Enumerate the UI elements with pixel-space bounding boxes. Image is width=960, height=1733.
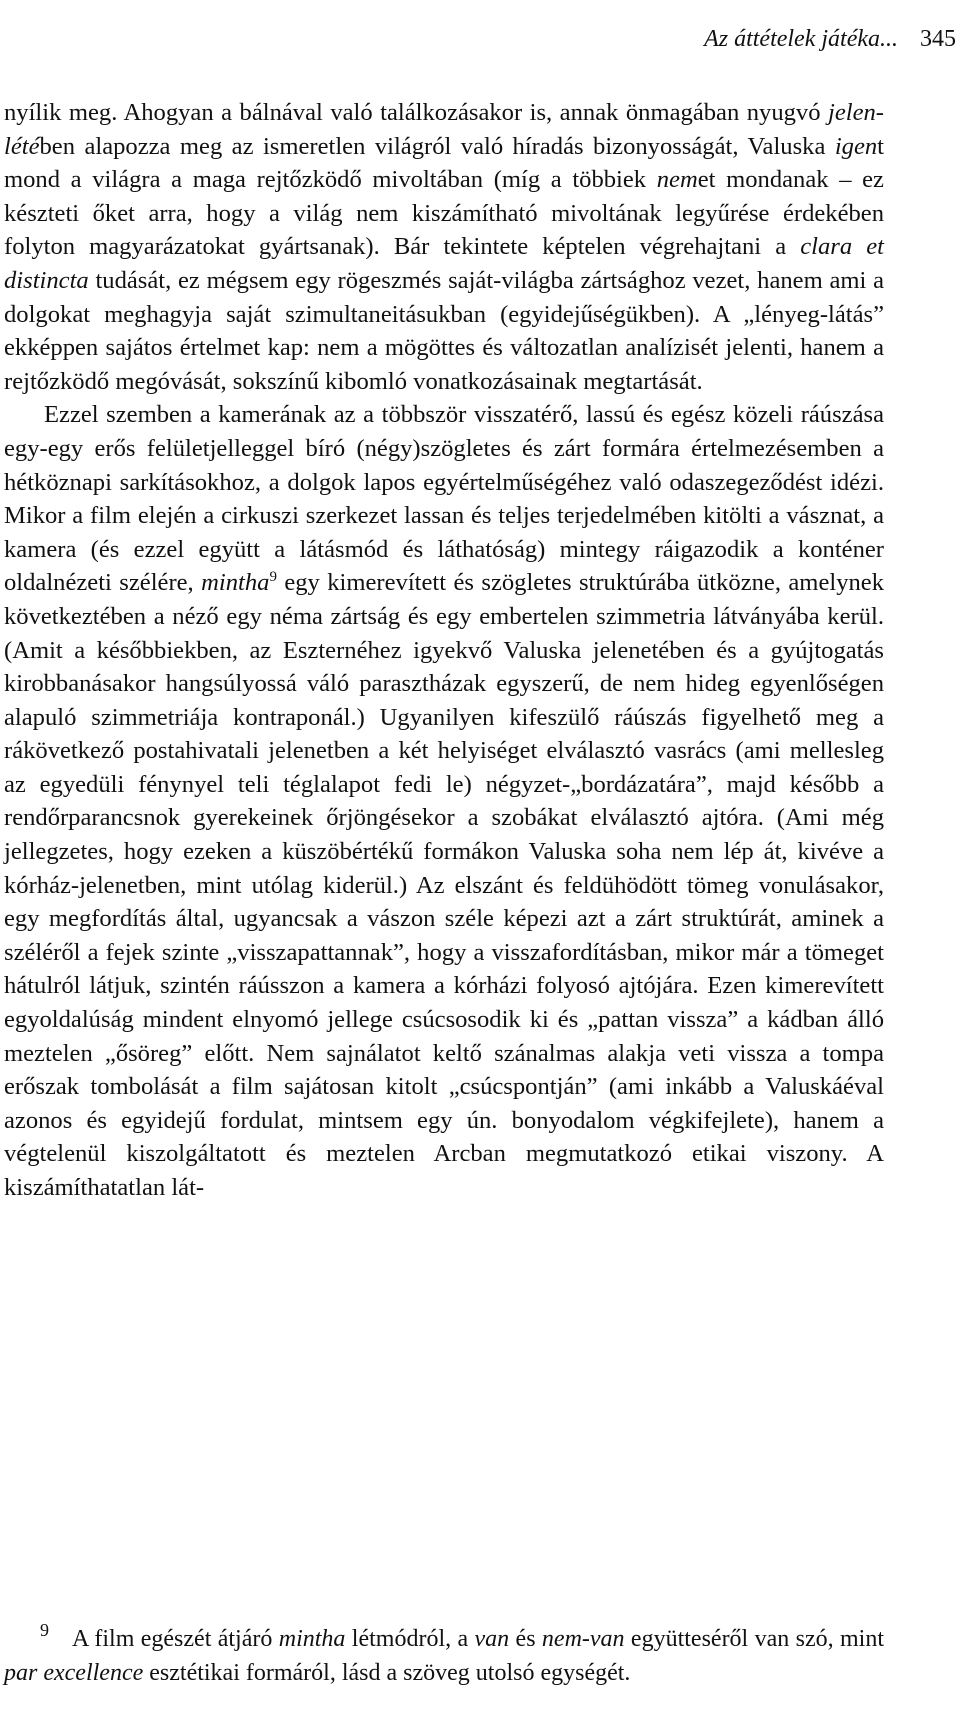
paragraph-1 [4,96,884,398]
fn-text-3: és [509,1626,542,1652]
paragraph-2 [4,398,884,1204]
body-text [4,96,884,1205]
p1-text-1: nyílik meg. Ahogyan a bálnával való találkozásakor is, annak önmagában nyugvó [4,99,828,126]
p1-italic-3: nem [656,166,698,194]
page-number: 345 [920,26,956,52]
fn-italic-1: mintha [278,1626,346,1652]
fn-italic-3: nem-van [541,1626,625,1652]
p2-italic-1: mintha [201,569,270,597]
p1-italic-1: jelen-lété [4,99,884,160]
fn-text-1: A film egészét átjáró [72,1626,279,1652]
footnote: 9 A film egészét átjáró mintha létmódról, a van és nem-van együtteséről van szó, mint par excellence esztétikai formáról, lásd a szöveg utolsó egységét. [4,1620,884,1686]
p1-italic-4: clara et distincta [4,233,885,294]
p1-italic-2: igen [834,132,878,160]
running-title: Az áttételek játéka... [704,26,898,52]
p2-text-2: egy kimerevített és szögletes struktúrába ütközne, amelynek következtében a néző egy néma zártság és egy embertelen szimmetria látványába kerül. (Amit a későbbiekben, az Eszternéhez igyekvő Valuska jelenetében és a gyújtogatás kirobbanásakor hangsúlyossá váló parasztházak egyszerű, de nem hideg egyenlőségen alapuló szimmetriája kontraponál.) Ugyanilyen kifeszülő ráúszás figyelhető meg a rákövetkező postahivatali jelenetben a két helyiséget elválasztó vasrács (ami mellesleg az egyedüli fénynyel teli téglalapot fedi le) négyzet-„bordázatára”, majd később a rendőrparancsnok gyerekeinek őrjöngésekor a szobákat elválasztó ajtóra. (Ami még jellegzetes, hogy ezeken a küszöbértékű formákon Valuska soha nem lép át, kivéve a kórház-jelenetben, mint utólag kiderül.) Az elszánt és feldühödött tömeg vonulásakor, egy megfordítás által, ugyancsak a vászon széle képezi azt a zárt struktúrát, aminek a széléről a fejek szinte „visszapattannak”, hogy a visszafordításban, mikor már a tömeget hátulról látjuk, szintén ráússzon a kamera a kórházi folyosó ajtójára. Ezen kimerevített egyoldalúság mindent elnyomó jellege csúcsosodik ki és „pattan vissza” a kádban álló meztelen „ősöreg” előtt. Nem sajnálatot keltő szánalmas alakja veti vissza a tompa erőszak tombolását a film sajátosan kitolt „csúcspontján” (ami inkább a Valuskáéval azonos és egyidejű fordulat, mintsem egy ún. bonyodalom végkifejlete), hanem a végtelenül kiszolgáltatott és meztelen Arcban megmutatkozó etikai viszony. A kiszámíthatatlan lát- [4,569,884,1201]
p1-text-4: et mondanak – ez készteti őket arra, hogy a világ nem kiszámítható mivoltának legyűrése érdekében folyton magyarázatokat gyártsanak). Bár tekintete képtelen végrehajtani a [4,166,884,261]
p1-text-5: tudását, ez mégsem egy rögeszmés saját-világba zártsághoz vezet, hanem ami a dolgokat meghagyja saját szimultaneitásukban (egyidejűségükben). A „lényeg-látás” ekképpen sajátos értelmet kap: nem a mögöttes és változatlan analízisét jelenti, hanem a rejtőzködő megóvását, sokszínű kibomló vonatkozásainak megtartását. [4,266,884,395]
fn-italic-2: van [474,1626,510,1652]
fn-text-4: együtteséről van szó, mint [624,1626,884,1652]
fn-italic-4: par excellence [4,1660,144,1686]
p1-text-2: ben alapozza meg az ismeretlen világról való híradás bizonyosságát, Valuska [39,132,835,160]
running-header [704,26,956,53]
footnote-reference[interactable]: 9 [269,569,277,586]
fn-text-2: létmódról, a [345,1626,475,1652]
p2-text-1: Ezzel szemben a kamerának az a többször visszatérő, lassú és egész közeli ráúszása egy-egy erős felületjelleggel bíró (négy)szögletes és zárt formára értelmezésemben a hétköznapi sarkításokhoz, a dolgok lapos egyértelműségéhez való odaszegeződést idézi. Mikor a film elején a cirkuszi szerkezet lassan és teljes terjedelmében kitölti a vásznat, a kamera (és ezzel együtt a látásmód és láthatóság) mintegy ráigazodik a konténer oldalnézeti szélére, [4,401,884,597]
p1-text-3: t mond a világra a maga rejtőzködő mivoltában (míg a többiek [4,132,884,194]
fn-text-5: esztétikai formáról, lásd a szöveg utolsó egységét. [143,1660,631,1686]
